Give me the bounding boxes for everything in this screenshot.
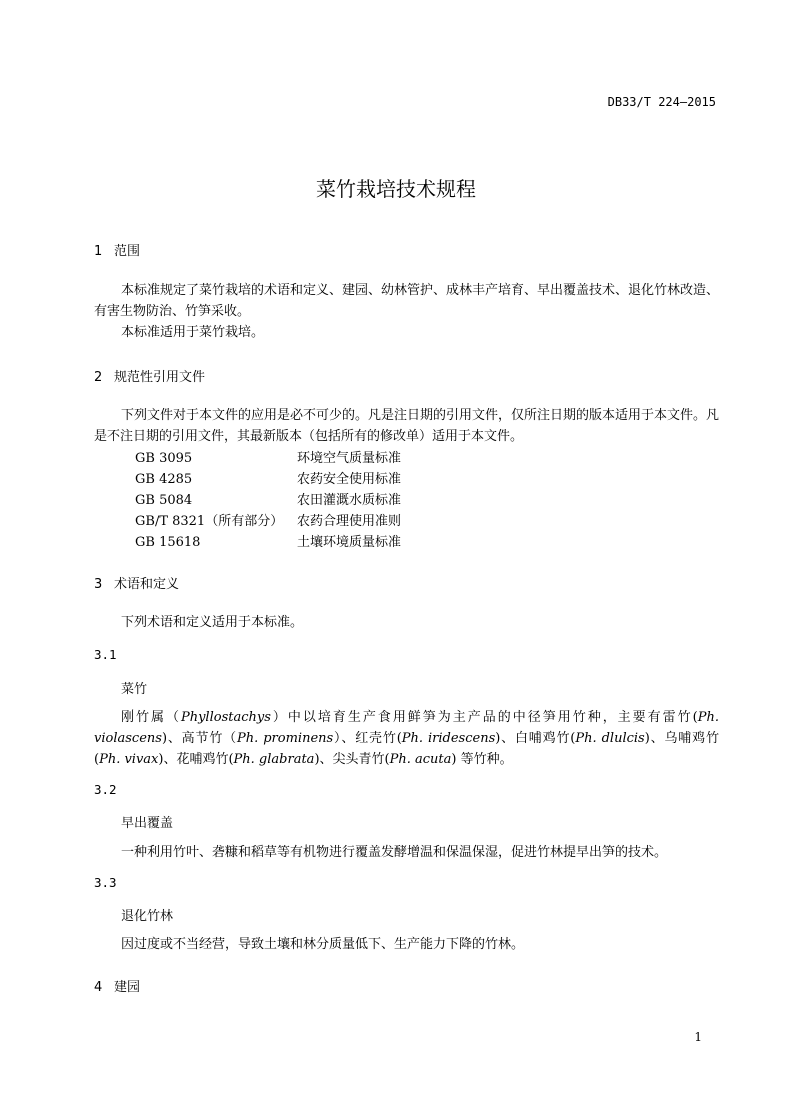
reference-name: 环境空气质量标准	[297, 451, 402, 466]
section-4-heading	[94, 976, 140, 995]
reference-item	[135, 447, 401, 466]
reference-code: GB 4285	[135, 472, 193, 487]
reference-name: 农药合理使用准则	[297, 514, 402, 529]
section-1-paragraph-1: 本标准规定了菜竹栽培的术语和定义、建园、幼林管护、成林丰产培育、早出覆盖技术、退化竹林改造、有害生物防治、竹笋采收。	[94, 283, 720, 319]
term-name: 菜竹	[121, 682, 148, 697]
section-title: 术语和定义	[114, 577, 180, 592]
reference-item	[135, 510, 401, 529]
reference-code: GB 3095	[135, 451, 193, 466]
reference-name: 土壤环境质量标准	[297, 535, 402, 550]
term-definition: 刚竹属（Phyllostachys）中以培育生产食用鲜笋为主产品的中径笋用竹种，主要有雷竹(Ph. violascens)、高节竹（Ph. prominens）、红壳竹(Ph. iridescens)、白哺鸡竹(Ph. dlulcis)、乌哺鸡竹(Ph. vivax)、花哺鸡竹(Ph. glabrata)、尖头青竹(Ph. acuta) 等竹种。	[94, 710, 719, 767]
term-definition: 一种利用竹叶、砻糠和稻草等有机物进行覆盖发酵增温和保温保湿，促进竹林提早出笋的技术。	[121, 845, 668, 860]
section-2-paragraph-1: 下列文件对于本文件的应用是必不可少的。凡是注日期的引用文件，仅所注日期的版本适用于本文件。凡是不注日期的引用文件，其最新版本（包括所有的修改单）适用于本文件。	[94, 408, 720, 444]
section-number: 2	[94, 370, 103, 385]
reference-item	[135, 489, 401, 508]
section-title: 规范性引用文件	[114, 370, 206, 385]
term-name: 退化竹林	[121, 909, 174, 924]
term-number: 3.2	[94, 782, 117, 797]
term-number: 3.3	[94, 875, 117, 890]
term-name: 早出覆盖	[121, 816, 174, 831]
section-number: 4	[94, 980, 103, 995]
reference-name: 农药安全使用标准	[297, 472, 402, 487]
section-1-heading	[94, 240, 140, 259]
reference-code: GB 15618	[135, 535, 201, 550]
section-3-paragraph-1: 下列术语和定义适用于本标准。	[121, 615, 304, 630]
reference-item	[135, 468, 401, 487]
section-number: 1	[94, 244, 103, 259]
section-number: 3	[94, 577, 103, 592]
reference-code: GB 5084	[135, 493, 193, 508]
reference-item	[135, 531, 401, 550]
section-2-heading	[94, 366, 205, 385]
reference-code: GB/T 8321（所有部分）	[135, 514, 284, 529]
section-title: 范围	[114, 244, 141, 259]
page-title: 菜竹栽培技术规程	[316, 177, 476, 201]
section-title: 建园	[114, 980, 141, 995]
reference-name: 农田灌溉水质标准	[297, 493, 402, 508]
section-3-heading	[94, 573, 179, 592]
section-1-paragraph-2: 本标准适用于菜竹栽培。	[121, 325, 265, 340]
term-number: 3.1	[94, 647, 117, 662]
document-code: DB33/T 224—2015	[607, 95, 716, 109]
page-number: 1	[694, 1030, 702, 1044]
term-definition: 因过度或不当经营，导致土壤和林分质量低下、生产能力下降的竹林。	[121, 937, 525, 952]
